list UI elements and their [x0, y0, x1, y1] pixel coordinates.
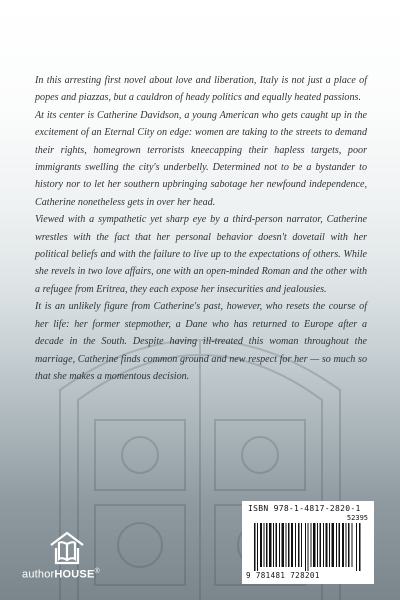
blurb-paragraph: At its center is Catherine Davidson, a young American who gets caught up in the excitement of an Eternal City on edge: women are taking to the streets to demand their rights, homegrown terrorists kneecapping their hapless targets, poor immigrants swelling the city's underbelly. Determined not to be a bystander to history nor to let her southern upbringing sabotage her newfound independence, Catherine nonetheless gets in over her head.: [35, 109, 367, 208]
back-cover-blurb: [35, 72, 367, 385]
blurb-paragraph: In this arresting first novel about love and liberation, Italy is not just a place of popes and piazzas, but a cauldron of heady politics and equally heated passions.: [35, 75, 367, 104]
isbn-number: ISBN 978-1-4817-2820-1: [248, 504, 361, 513]
blurb-paragraph: It is an unlikely figure from Catherine's past, however, who resets the course of her life: her former stepmother, a Dane who has returned to Europe after a decade in the South. Despite having ill-treated this woman throughout the marriage, Catherine finds common ground and new respect for her — so much so that she makes a momentous decision.: [35, 301, 367, 382]
house-book-icon: [47, 530, 87, 566]
ean-digits: 9 781481 728201: [246, 571, 320, 580]
publisher-name: authorHOUSE®: [22, 568, 100, 581]
publisher-logo: [22, 530, 112, 590]
barcode-bars: [252, 523, 364, 571]
isbn-barcode: [242, 501, 374, 584]
blurb-paragraph: Viewed with a sympathetic yet sharp eye by a third-person narrator, Catherine wrestles with the fact that her personal behavior doesn't dovetail with her political beliefs and with the failure to live up to the expectations of others. While she revels in two love affairs, one with an open-minded Roman and the other with a refugee from Eritrea, they each expose her insecurities and jealousies.: [35, 214, 367, 295]
price-code: 52395: [346, 514, 368, 522]
